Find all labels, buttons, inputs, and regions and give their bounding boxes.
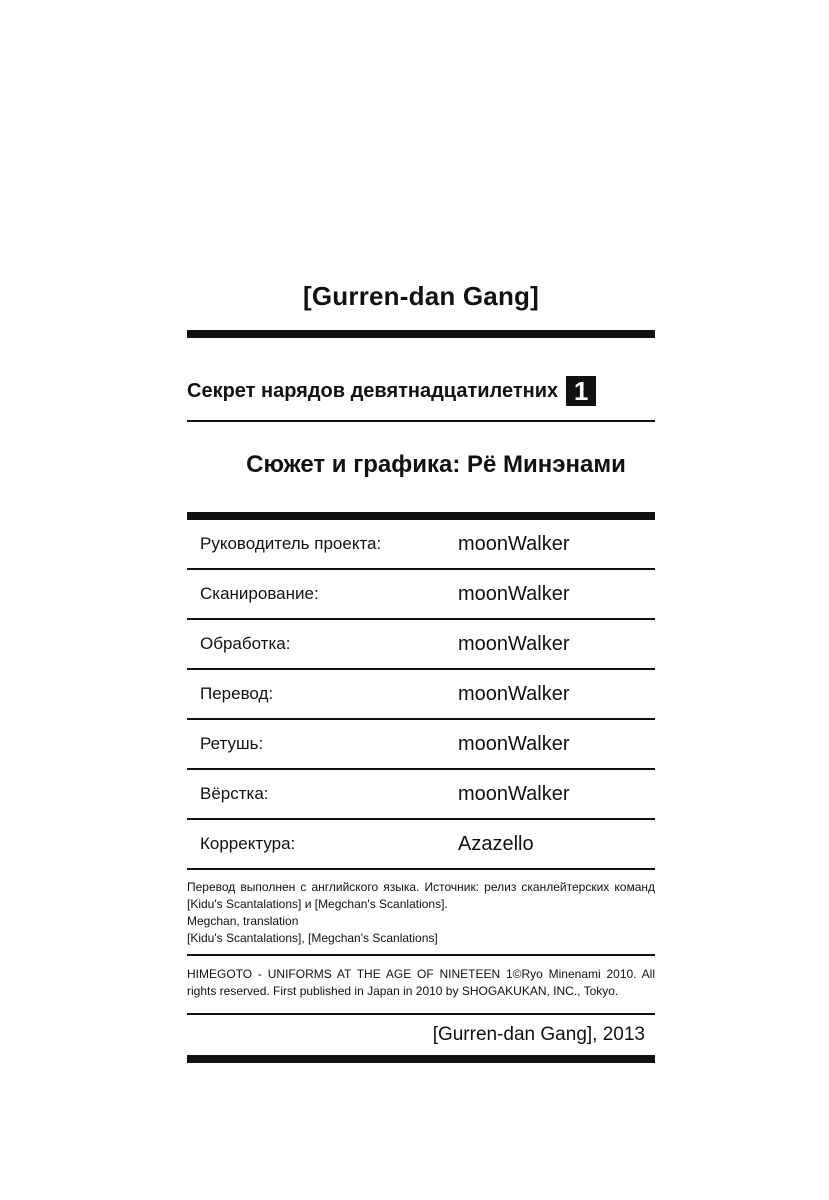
credit-role: Вёрстка: [200, 784, 269, 803]
credit-row-typesetting [187, 770, 655, 820]
credit-row-translation [187, 670, 655, 720]
divider-thick [187, 330, 655, 338]
credit-row-scanning [187, 570, 655, 620]
manga-title: Секрет нарядов девятнадцатилетних [187, 379, 559, 402]
author-line: Сюжет и графика: Рё Минэнами [246, 451, 626, 478]
credit-role: Корректура: [200, 834, 296, 853]
credit-name: moonWalker [458, 682, 570, 705]
copyright-notice: HIMEGOTO - UNIFORMS AT THE AGE OF NINETEEN 1©Ryo Minenami 2010. All rights reserved. First published in Japan in 2010 by SHOGAKUKAN, INC., Tokyo. [187, 956, 655, 1015]
credit-name: moonWalker [458, 532, 570, 555]
credit-role: Перевод: [200, 684, 274, 703]
volume-number-badge: 1 [566, 376, 596, 406]
translation-credit-line: Megchan, translation [187, 914, 299, 928]
credit-role: Сканирование: [200, 584, 319, 603]
footer-group-year: [Gurren-dan Gang], 2013 [432, 1024, 645, 1045]
title-row [187, 373, 655, 409]
divider-thick [187, 1055, 655, 1063]
credit-name: Azazello [458, 832, 534, 855]
credit-name: moonWalker [458, 782, 570, 805]
credit-row-processing [187, 620, 655, 670]
credits-list [187, 520, 655, 870]
translation-source-note: Перевод выполнен с английского языка. Источник: релиз сканлейтерских команд [Kidu's Scantalations] и [Megchan's Scanlations]. [187, 880, 655, 911]
divider-thin [187, 420, 655, 422]
translation-notes [187, 870, 655, 956]
credit-name: moonWalker [458, 732, 570, 755]
credit-role: Обработка: [200, 634, 291, 653]
credit-role: Руководитель проекта: [200, 534, 382, 553]
credit-name: moonWalker [458, 632, 570, 655]
credit-row-project-lead [187, 520, 655, 570]
group-name-heading: [Gurren-dan Gang] [303, 281, 539, 311]
source-groups-line: [Kidu's Scantalations], [Megchan's Scanlations] [187, 931, 438, 945]
credit-role: Ретушь: [200, 734, 264, 753]
credit-row-proofreading [187, 820, 655, 870]
credits-page [187, 270, 655, 1063]
divider-thick [187, 512, 655, 520]
credit-row-retouch [187, 720, 655, 770]
credit-name: moonWalker [458, 582, 570, 605]
